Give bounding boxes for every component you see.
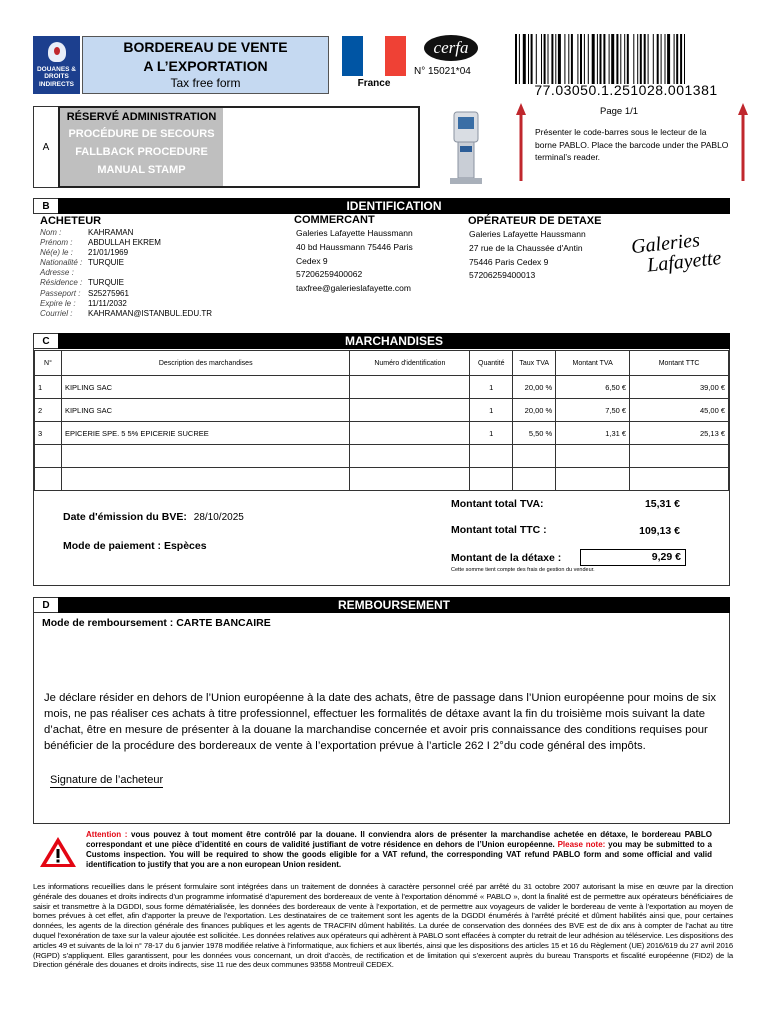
section-d-letter: D [33, 597, 59, 613]
admin-title: RÉSERVÉ ADMINISTRATION [66, 111, 217, 123]
table-row: 2 KIPLING SAC 1 20,00 % 7,50 € 45,00 € [35, 399, 729, 422]
store-logo: Galeries Lafayette [630, 229, 723, 277]
customs-logo: DOUANES & DROITS INDIRECTS [33, 36, 80, 94]
buyer-declaration: Je déclare résider en dehors de l’Union européenne à la date des achats, être de passage dans l’Union européenne pour moins de six mois, ne pas réaliser ces achats à titre professionnel, effectuer les formalités de détaxe avant la fin du troisième mois suivant la date d’achat, être en mesure de présenter à la douane la marchandise concernée et avoir pris connaissance des conditions requises pour bénéficier de la procédure des bordereaux de vente à l’exportation prévue à l’article 262 I 2°du code général des impôts. [44, 692, 716, 752]
refund-value: 9,29 € [580, 549, 686, 566]
form-title-box [82, 36, 329, 94]
buyer-row: Résidence : TURQUIE [40, 278, 124, 288]
total-tva-value: 15,31 € [644, 498, 680, 510]
merchant-details: Galeries Lafayette Haussmann 40 bd Haussmann 75446 Paris Cedex 9 57206259400062 taxfree@galerieslafayette.com [296, 228, 413, 294]
merchandise-table [34, 350, 729, 491]
total-ttc-label: Montant total TTC : [451, 524, 547, 536]
buyer-row: Prénom : ABDULLAH EKREM [40, 238, 161, 248]
kiosk-icon [440, 106, 490, 190]
barcode-number: 77.03050.1.251028.001381 [534, 82, 718, 98]
fallback-line: PROCÉDURE DE SECOURS [68, 128, 215, 140]
cerfa-number: N° 15021*04 [414, 66, 471, 77]
form-title-line1: BORDEREAU DE VENTE [123, 39, 288, 55]
warning-icon [39, 836, 77, 868]
emblem-icon [48, 42, 66, 62]
table-row: 1 KIPLING SAC 1 20,00 % 6,50 € 39,00 € [35, 376, 729, 399]
table-row [35, 468, 729, 491]
up-arrow-icon [516, 103, 526, 181]
issue-date-row: Date d'émission du BVE: 28/10/2025 [63, 511, 244, 523]
admin-reserved-area [60, 108, 223, 186]
refund-mode-row: Mode de remboursement : CARTE BANCAIRE [42, 617, 271, 629]
flag-label: France [357, 78, 391, 89]
buyer-heading: ACHETEUR [40, 215, 102, 227]
signature-label: Signature de l’acheteur [50, 774, 164, 786]
payment-row: Mode de paiement : Espèces [63, 540, 207, 552]
customs-warning: Attention : vous pouvez à tout moment être contrôlé par la douane. Il conviendra alors de présenter la marchandise achetée en détaxe, le bordereau PABLO correspondant et une pièce d’identité en cours de validité justifiant de votre résidence en dehors de l’Union européenne. Please note: you may be submitted to a Customs inspection. You will be required to show the goods eligible for a VAT refund, the corresponding VAT refund PABLO form and some official and valid identification to justify that you are a non european Union resident. [86, 830, 712, 869]
legal-notice: Les informations recueillies dans le présent formulaire sont intégrées dans un traitement de données à caractère personnel créé par arrêté du 31 octobre 2007 autorisant la mise en œuvre par la direction générale des douanes et droits indirects d’un programme informatisé d’apurement des bordereaux de vente à l’exportation dénommé « PABLO », dont la finalité est de permettre aux opérateurs bénéficiaires de saisir et transmettre à la DGDDI, sous forme dématérialisée, les données des bordereaux de vente à l’exportation, et de permettre aux voyageurs de valider le bordereau de vente à l’exportation au moyen de bornes prévues à cet effet, afin d’apporter la preuve de l’exportation. Les destinataires de ce traitement sont les agents de la DGDDI énumérés à l’arrêté précité et dûment habilités ainsi que, pour certaines données, les agents de la direction générale des finances publiques et les agents de TRACFIN dûment habilités. La durée de conservation des données des BVE est de dix ans à compter de l’achat au titre duquel l’exonération de taxe sur la valeur ajoutée est sollicitée. Les données relatives aux opérateurs qui adhèrent à PABLO sont effacées à compter du retrait de leur adhésion au téléservice. Les dispositions des articles 49 et suivants de la loi n° 78-17 du 6 janvier 1978 modifiée relative à l’informatique, aux fichiers et aux libertés, ainsi que les dispositions des articles 15 et 16 du Règlement (UE) 2016/619 du 27 avril 2016 (RGPD) s’appliquent. Elles garantissent, pour les données vous concernant, un droit d’accès, de rectification et de limitation qui s’exercent auprès du bureau Transports et fiscalité européenne (FID2) de la Direction générale des douanes et droits indirects, sise 11 rue des deux communes 93558 Montreuil CEDEX. [33, 882, 733, 970]
cerfa-logo: cerfa [424, 35, 478, 61]
table-header: N° Description des marchandises Numéro d'identification Quantité Taux TVA Montant TVA Montant TTC [35, 351, 729, 376]
buyer-row: Nom : KAHRAMAN [40, 228, 134, 237]
france-flag-icon [342, 36, 406, 76]
fallback-line: MANUAL STAMP [97, 164, 186, 176]
buyer-row: Né(e) le : 21/01/1969 [40, 248, 129, 258]
section-a-letter: A [33, 106, 59, 188]
buyer-details [40, 228, 212, 319]
section-b-title: IDENTIFICATION [58, 198, 730, 214]
form-subtitle: Tax free form [170, 76, 241, 90]
total-ttc-value: 109,13 € [639, 525, 680, 537]
barcode-icon [515, 34, 733, 84]
form-title-line2: A L’EXPORTATION [143, 58, 268, 74]
table-row [35, 445, 729, 468]
section-c-title: MARCHANDISES [58, 333, 730, 349]
page-number: Page 1/1 [600, 106, 639, 117]
operator-details: Galeries Lafayette Haussmann 27 rue de la Chaussée d'Antin 75446 Paris Cedex 9 57206259400013 [469, 229, 586, 281]
pablo-instructions: Présenter le code-barres sous le lecteur de la borne PABLO. Place the barcode under the PABLO terminal’s reader. [535, 127, 729, 162]
fallback-line: FALLBACK PROCEDURE [75, 146, 208, 158]
refund-label: Montant de la détaxe : [451, 552, 562, 564]
refund-note: Cette somme tient compte des frais de gestion du vendeur. [451, 567, 595, 573]
buyer-row: Expire le : 11/11/2032 [40, 298, 127, 308]
buyer-row: Adresse : [40, 268, 74, 278]
buyer-row: Nationalité : TURQUIE [40, 258, 124, 268]
buyer-row: Passeport : S25275961 [40, 288, 129, 298]
section-d-title: REMBOURSEMENT [58, 597, 730, 613]
buyer-row: Courriel : KAHRAMAN@ISTANBUL.EDU.TR [40, 308, 212, 318]
section-c-letter: C [33, 333, 59, 349]
operator-heading: OPÉRATEUR DE DETAXE [468, 215, 602, 227]
section-b-letter: B [33, 198, 59, 214]
up-arrow-icon [738, 103, 748, 181]
table-row: 3 EPICERIE SPE. 5 5% EPICERIE SUCREE 1 5,50 % 1,31 € 25,13 € [35, 422, 729, 445]
total-tva-label: Montant total TVA: [451, 498, 544, 510]
merchant-heading: COMMERCANT [294, 214, 375, 226]
